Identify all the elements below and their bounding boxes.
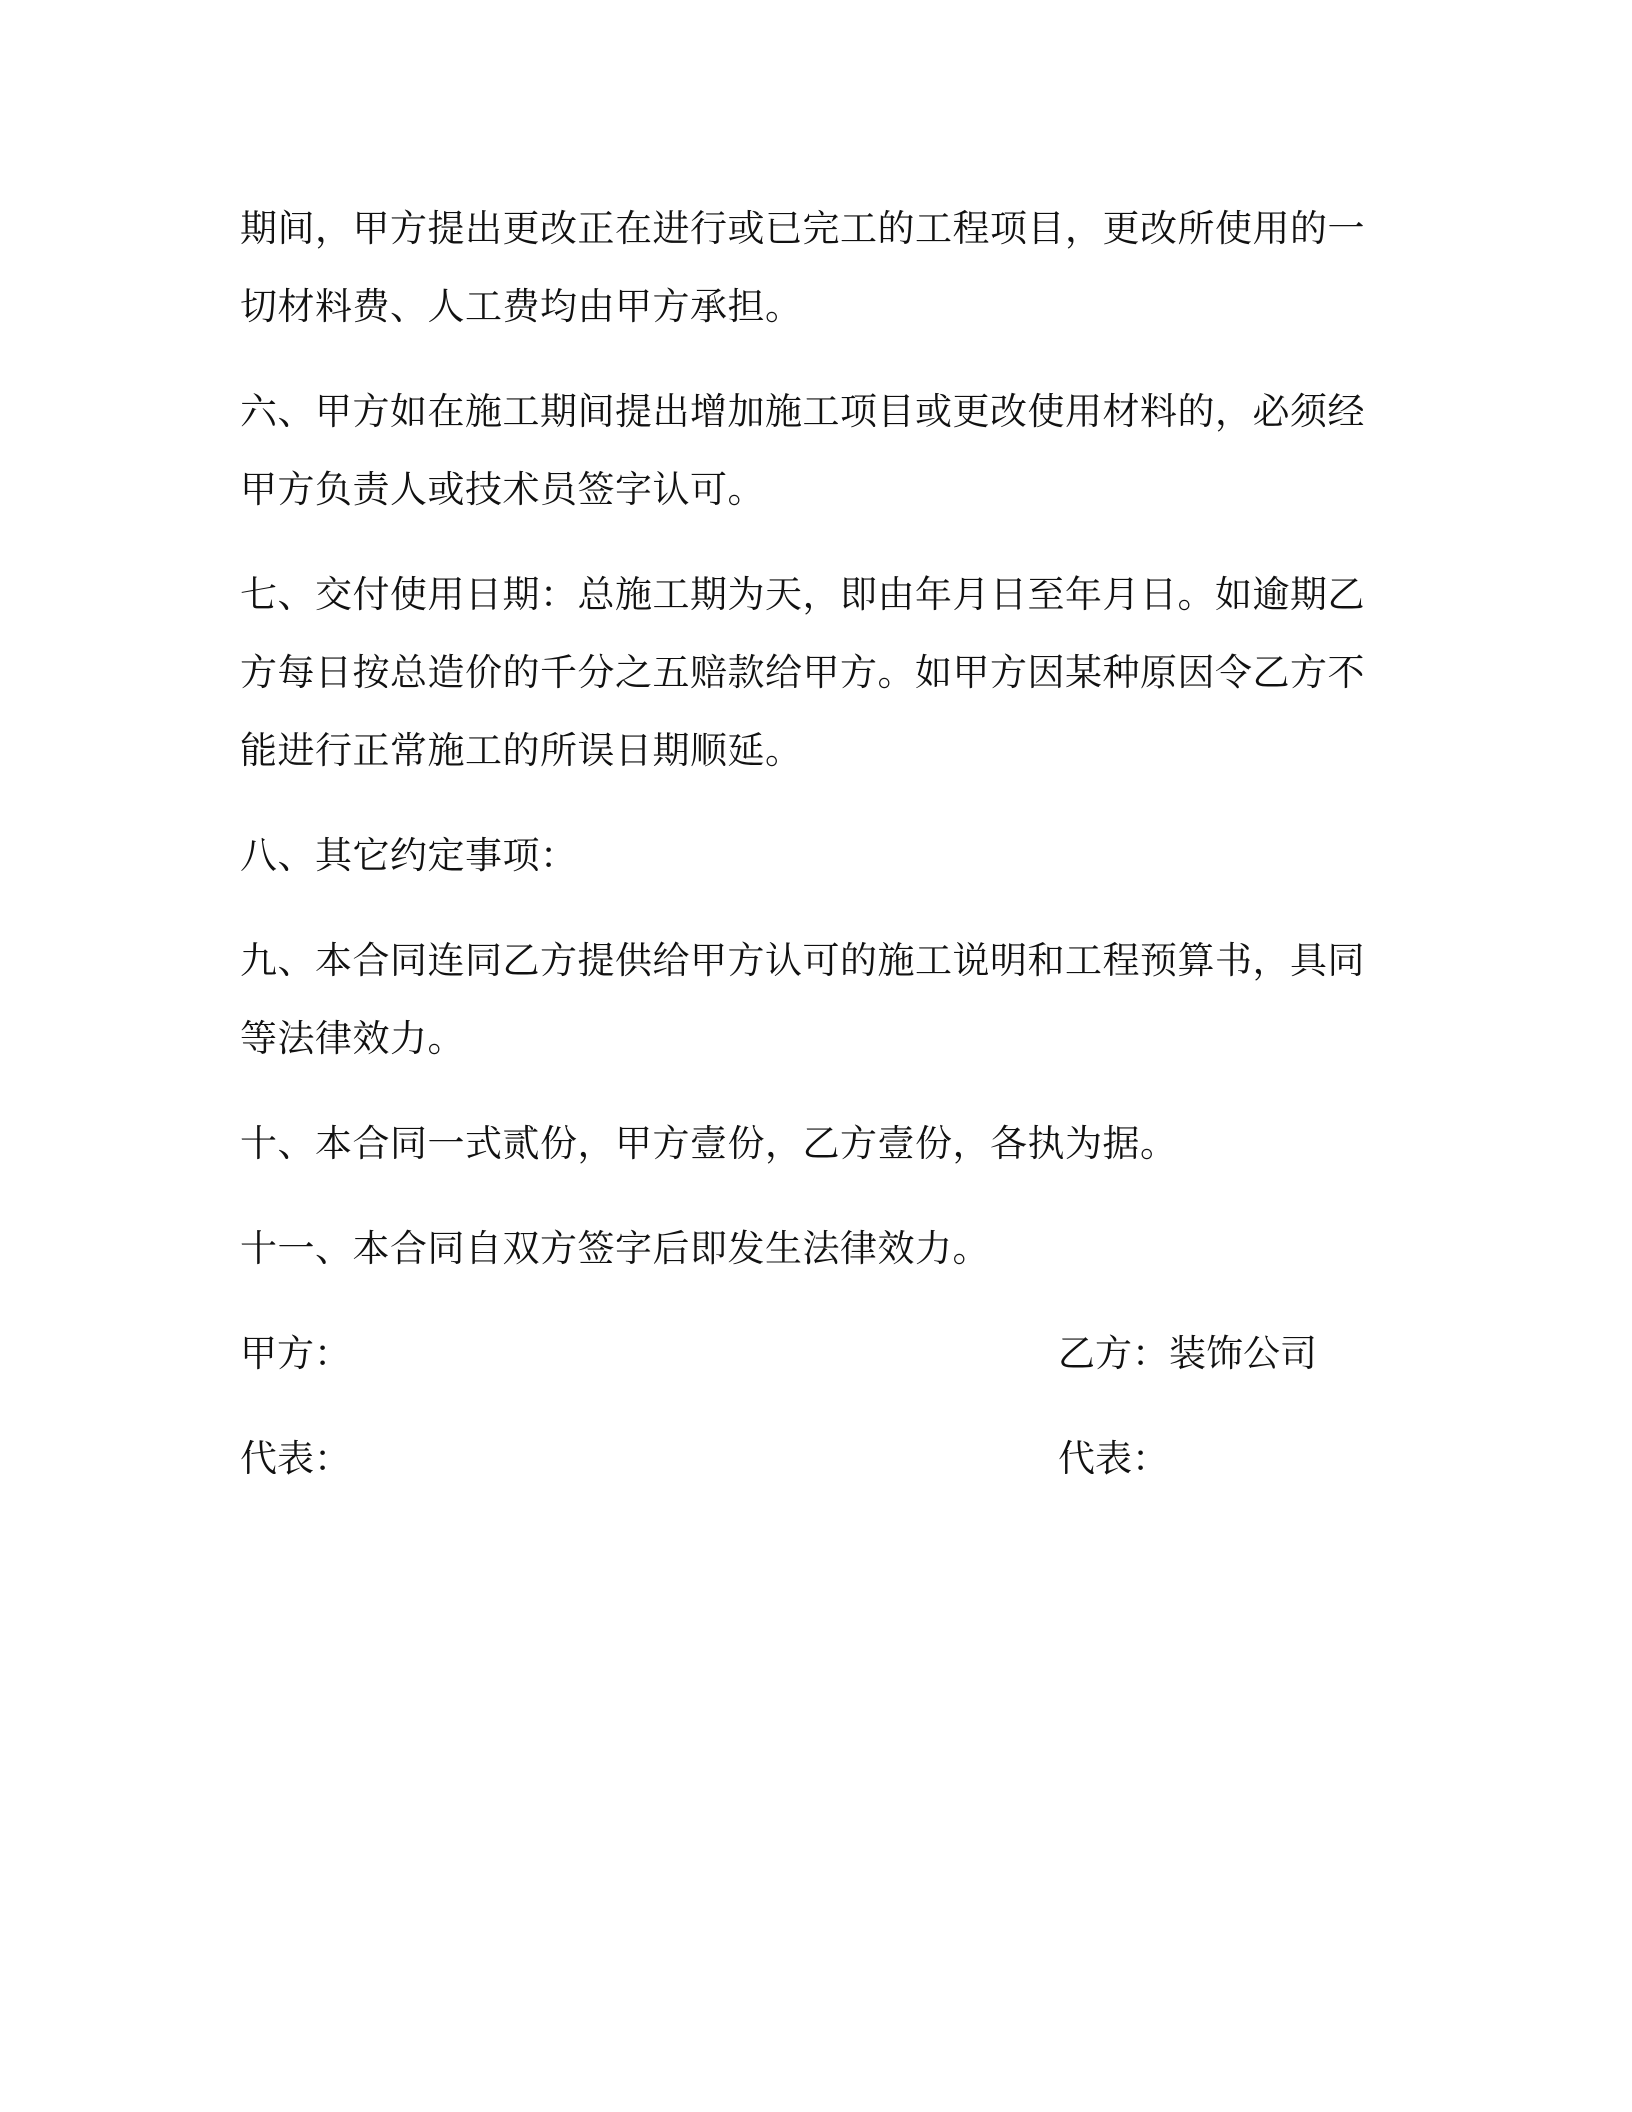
signature-row-parties xyxy=(240,1315,1370,1393)
party-a-representative-label: 代表： xyxy=(240,1437,351,1480)
paragraph-clause-6: 六、甲方如在施工期间提出增加施工项目或更改使用材料的，必须经甲方负责人或技术员签字认可。 xyxy=(240,390,1365,511)
signature-row-representatives xyxy=(240,1420,1370,1498)
document-body xyxy=(240,190,1370,1525)
paragraph-clause-8: 八、其它约定事项： xyxy=(240,834,578,877)
party-a-label: 甲方： xyxy=(240,1332,351,1375)
paragraph-clause-11: 十一、本合同自双方签字后即发生法律效力。 xyxy=(240,1227,990,1270)
party-b-label: 乙方：装饰公司 xyxy=(1058,1332,1317,1375)
paragraph-clause-10: 十、本合同一式贰份，甲方壹份，乙方壹份，各执为据。 xyxy=(240,1122,1178,1165)
paragraph-clause-5-continued: 期间，甲方提出更改正在进行或已完工的工程项目，更改所使用的一切材料费、人工费均由甲方承担。 xyxy=(240,207,1365,328)
party-b-representative-label: 代表： xyxy=(1058,1437,1169,1480)
paragraph-clause-7: 七、交付使用日期：总施工期为天，即由年月日至年月日。如逾期乙方每日按总造价的千分之五赔款给甲方。如甲方因某种原因令乙方不能进行正常施工的所误日期顺延。 xyxy=(240,573,1365,772)
paragraph-clause-9: 九、本合同连同乙方提供给甲方认可的施工说明和工程预算书，具同等法律效力。 xyxy=(240,939,1365,1060)
